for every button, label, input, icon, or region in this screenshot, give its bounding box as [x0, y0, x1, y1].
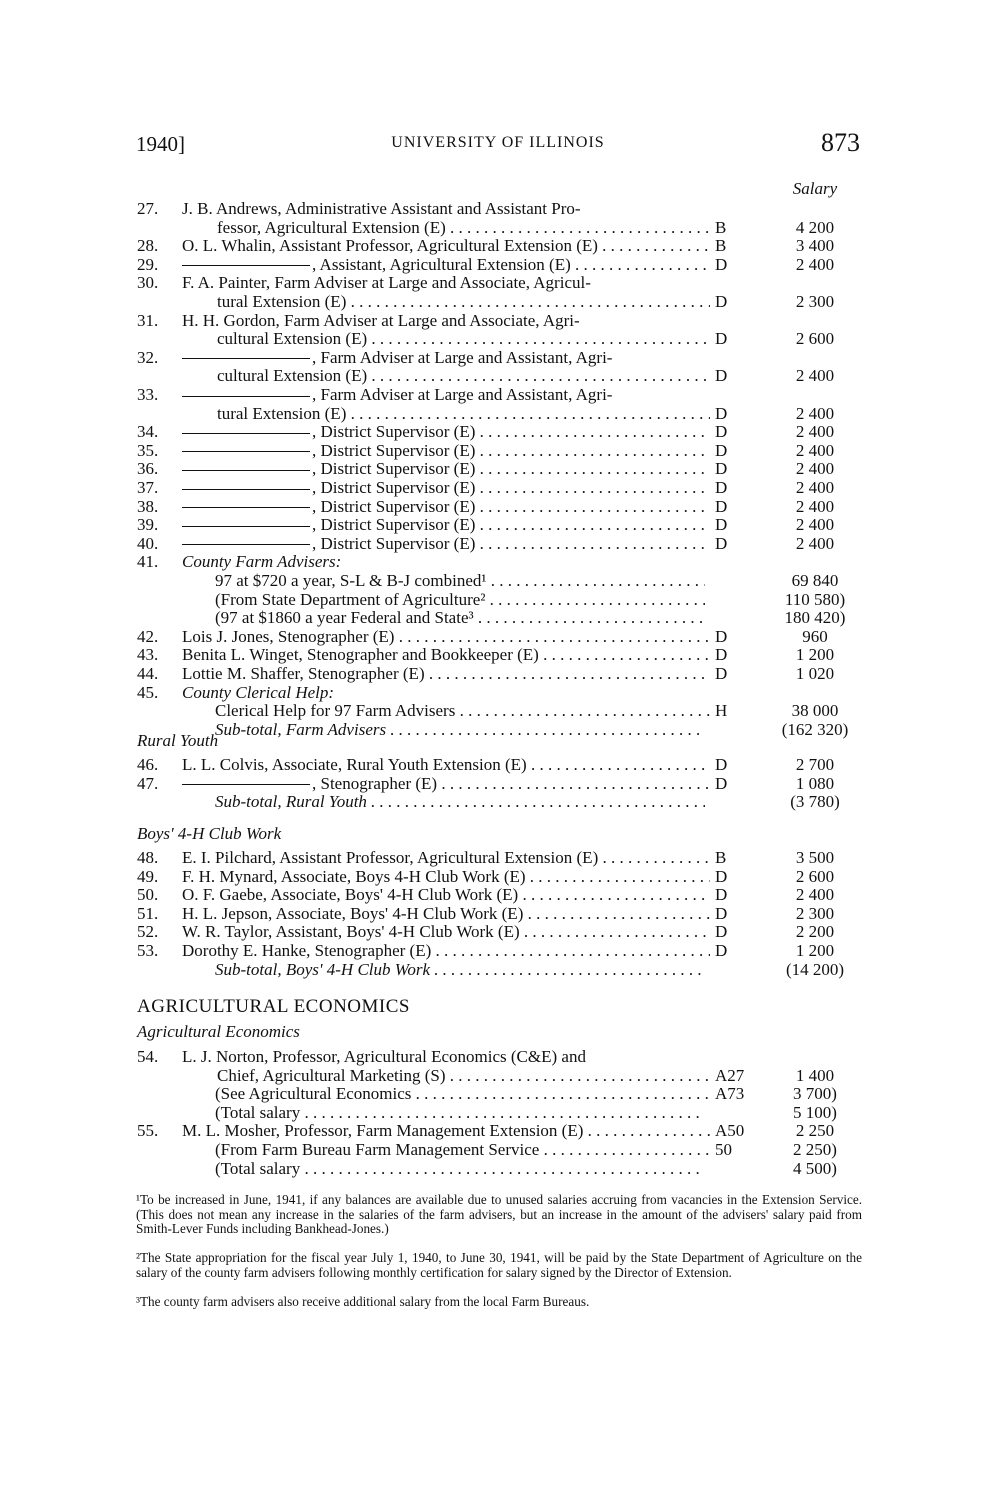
grade-code: D	[715, 292, 728, 311]
item-description	[182, 684, 705, 702]
salary-amount: 2 600	[795, 329, 835, 349]
table-row	[0, 646, 1000, 664]
table-row	[0, 237, 1000, 255]
header-title: UNIVERSITY OF ILLINOIS	[391, 134, 605, 151]
description-text: Sub-total, Boys' 4-H Club Work	[215, 960, 431, 979]
item-number: 43.	[137, 645, 159, 665]
grade-code: D	[715, 478, 728, 497]
item-description	[217, 293, 710, 311]
name-blank-line	[182, 265, 310, 266]
salary-column-heading: Salary	[792, 179, 838, 198]
grade-code: D	[715, 922, 728, 942]
name-blank-line	[182, 433, 310, 434]
item-description	[182, 923, 710, 941]
grade-code: D	[715, 885, 728, 905]
salary-amount: 2 400	[795, 515, 835, 535]
item-description	[182, 200, 705, 218]
description-text: H. L. Jepson, Associate, Boys' 4-H Club Work (E)	[182, 904, 524, 923]
grade-code: H	[715, 701, 728, 721]
description-text: County Clerical Help:	[182, 683, 335, 702]
item-number: 36.	[137, 459, 159, 479]
item-description	[182, 646, 710, 664]
description-text: O. F. Gaebe, Associate, Boys' 4-H Club Work (E)	[182, 886, 519, 905]
footnote-2: ²The State appropriation for the fiscal year July 1, 1940, to June 30, 1941, will be paid by the State Department of Agriculture on the salary of the county farm advisers following monthly certification for salary signed by the Director of Extension.	[136, 1250, 862, 1280]
description-text: , District Supervisor (E)	[312, 534, 476, 553]
table-row	[0, 684, 1000, 702]
table-row	[0, 200, 1000, 218]
table-row	[0, 665, 1000, 683]
item-description	[215, 609, 705, 627]
table-row-continuation	[0, 293, 1000, 311]
table-row	[0, 756, 1000, 774]
item-description	[215, 1141, 710, 1159]
salary-amount: (162 320)	[781, 719, 849, 739]
name-blank-line	[182, 451, 310, 452]
description-text: F. A. Painter, Farm Adviser at Large and Associate, Agricul-	[182, 274, 591, 293]
table-row	[0, 1048, 1000, 1066]
item-number: 35.	[137, 440, 159, 460]
salary-amount: 2 200	[795, 922, 835, 942]
description-text: , Stenographer (E)	[312, 774, 438, 793]
salary-amount: 1 400	[795, 1065, 835, 1085]
grade-code: D	[715, 329, 728, 349]
salary-amount: 2 250)	[793, 1140, 837, 1159]
item-description	[182, 868, 710, 886]
item-description	[182, 460, 710, 478]
agricultural-economics-heading: Agricultural Economics	[137, 1022, 300, 1041]
item-number: 31.	[137, 310, 159, 330]
salary-amount: 3 500	[795, 848, 835, 867]
grade-code: D	[715, 440, 728, 460]
item-number: 27.	[137, 199, 159, 218]
rural-youth-heading: Rural Youth	[137, 731, 219, 750]
table-row	[0, 274, 1000, 292]
grade-code: D	[715, 422, 728, 442]
salary-amount: 2 300	[795, 292, 835, 311]
description-text: Sub-total, Farm Advisers	[215, 720, 387, 739]
salary-amount: 2 400	[795, 366, 835, 386]
salary-amount: 1 020	[795, 664, 835, 683]
table-row-continuation	[0, 367, 1000, 385]
item-description	[217, 405, 710, 423]
description-text: O. L. Whalin, Assistant Professor, Agricultural Extension (E)	[182, 237, 598, 256]
description-text: Benita L. Winget, Stenographer and Bookkeeper (E)	[182, 646, 539, 665]
item-description	[215, 1160, 705, 1178]
table-row	[0, 553, 1000, 571]
item-description	[217, 219, 710, 237]
description-text: Clerical Help for 97 Farm Advisers	[215, 702, 456, 721]
table-row	[0, 312, 1000, 330]
salary-amount: 960	[802, 626, 828, 646]
grade-code: D	[715, 459, 728, 479]
description-text: 97 at $720 a year, S-L & B-J combined¹	[215, 572, 487, 590]
salary-amount: 180 420)	[784, 608, 846, 628]
table-row-continuation	[0, 609, 1000, 627]
table-row-continuation	[0, 793, 1000, 811]
description-text: , Farm Adviser at Large and Assistant, Agri-	[312, 348, 613, 367]
item-description	[182, 849, 710, 867]
item-number: 45.	[137, 682, 159, 702]
name-blank-line	[182, 544, 310, 545]
name-blank-line	[182, 784, 310, 785]
item-number: 32.	[137, 347, 159, 367]
table-row	[0, 423, 1000, 441]
item-description	[182, 274, 705, 292]
name-blank-line	[182, 507, 310, 508]
grade-code: B	[715, 236, 727, 256]
grade-code: A27	[715, 1065, 745, 1085]
grade-code: D	[715, 866, 728, 886]
description-text: Dorothy E. Hanke, Stenographer (E)	[182, 942, 432, 960]
item-description	[215, 591, 705, 609]
item-description	[215, 961, 705, 979]
item-number: 54.	[137, 1047, 159, 1066]
table-row-continuation	[0, 1160, 1000, 1178]
item-description	[182, 756, 710, 774]
salary-amount: 2 400	[795, 440, 835, 460]
item-number: 48.	[137, 848, 159, 867]
item-number: 38.	[137, 496, 159, 516]
grade-code: D	[715, 533, 728, 553]
item-description	[182, 479, 710, 497]
description-text: , District Supervisor (E)	[312, 423, 476, 442]
salary-amount: 38 000	[791, 701, 839, 721]
table-row	[0, 923, 1000, 941]
table-row-continuation	[0, 961, 1000, 979]
grade-code: D	[715, 773, 728, 793]
salary-amount: 2 400	[795, 496, 835, 516]
item-number: 47.	[137, 773, 159, 793]
grade-code: D	[715, 496, 728, 516]
table-row	[0, 775, 1000, 793]
name-blank-line	[182, 526, 310, 527]
item-number: 29.	[137, 254, 159, 274]
grade-code: D	[715, 626, 728, 646]
description-text: tural Extension (E)	[217, 293, 347, 311]
item-description	[182, 905, 710, 923]
salary-amount: (3 780)	[790, 792, 840, 812]
item-number: 51.	[137, 903, 159, 923]
name-blank-line	[182, 489, 310, 490]
salary-amount: 2 400	[795, 403, 835, 423]
name-blank-line	[182, 396, 310, 397]
salary-amount: (14 200)	[785, 959, 845, 979]
description-text: F. H. Mynard, Associate, Boys 4-H Club Work (E)	[182, 867, 526, 886]
table-row	[0, 516, 1000, 534]
salary-amount: 2 400	[795, 478, 835, 497]
page-number: 873	[821, 128, 860, 157]
item-description	[182, 628, 710, 646]
salary-amount: 2 400	[795, 459, 835, 479]
table-row-continuation	[0, 1085, 1000, 1103]
running-header	[136, 128, 860, 158]
item-description	[182, 665, 710, 683]
item-number: 41.	[137, 552, 159, 572]
salary-amount: 4 500)	[793, 1158, 837, 1178]
item-number: 39.	[137, 515, 159, 535]
item-description	[182, 516, 710, 534]
item-number: 53.	[137, 941, 159, 960]
item-description	[182, 256, 710, 274]
table-row	[0, 1122, 1000, 1140]
grade-code: B	[715, 217, 727, 237]
grade-code: D	[715, 254, 728, 274]
header-year: 1940]	[136, 132, 185, 156]
salary-amount: 5 100)	[793, 1102, 837, 1122]
description-text: Lottie M. Shaffer, Stenographer (E)	[182, 665, 425, 683]
description-text: , Assistant, Agricultural Extension (E)	[312, 255, 571, 274]
item-number: 33.	[137, 385, 159, 404]
description-text: H. H. Gordon, Farm Adviser at Large and Associate, Agri-	[182, 311, 580, 330]
item-number: 30.	[137, 273, 159, 293]
description-text: E. I. Pilchard, Assistant Professor, Agricultural Extension (E)	[182, 849, 599, 867]
description-text: (See Agricultural Economics	[215, 1085, 412, 1104]
table-row	[0, 256, 1000, 274]
item-number: 28.	[137, 236, 159, 256]
description-text: L. L. Colvis, Associate, Rural Youth Extension (E)	[182, 756, 527, 774]
item-number: 46.	[137, 755, 159, 774]
grade-code: D	[715, 664, 728, 683]
item-description	[182, 237, 710, 255]
item-description	[217, 330, 710, 348]
salary-amount: 1 200	[795, 941, 835, 960]
salary-amount: 2 600	[795, 866, 835, 886]
salary-amount: 110 580)	[784, 589, 846, 609]
description-text: cultural Extension (E)	[217, 330, 368, 349]
grade-code: D	[715, 645, 728, 665]
item-description	[182, 498, 710, 516]
grade-code: 50	[715, 1140, 732, 1159]
boys-club-heading: Boys' 4-H Club Work	[137, 824, 282, 843]
grade-code: D	[715, 515, 728, 535]
table-row	[0, 349, 1000, 367]
table-row-continuation	[0, 330, 1000, 348]
table-row-continuation	[0, 1104, 1000, 1122]
salary-amount: 4 200	[795, 217, 835, 237]
salary-amount: 2 400	[795, 422, 835, 442]
table-row-continuation	[0, 572, 1000, 590]
item-number: 49.	[137, 866, 159, 886]
table-row-continuation	[0, 702, 1000, 720]
description-text: M. L. Mosher, Professor, Farm Management Extension (E)	[182, 1122, 584, 1141]
table-row	[0, 942, 1000, 960]
table-row	[0, 460, 1000, 478]
table-row	[0, 868, 1000, 886]
item-description	[182, 886, 710, 904]
item-number: 34.	[137, 422, 159, 442]
item-description	[182, 553, 705, 571]
description-text: Lois J. Jones, Stenographer (E)	[182, 627, 395, 646]
description-text: , District Supervisor (E)	[312, 497, 476, 516]
description-text: Chief, Agricultural Marketing (S)	[217, 1066, 446, 1085]
item-description	[182, 423, 710, 441]
table-row	[0, 498, 1000, 516]
table-row-continuation	[0, 219, 1000, 237]
description-text: (From Farm Bureau Farm Management Service	[215, 1141, 540, 1159]
grade-code: A73	[715, 1084, 745, 1104]
salary-amount: 3 400	[795, 236, 835, 256]
grade-code: A50	[715, 1121, 745, 1141]
salary-amount: 2 250	[795, 1121, 835, 1141]
description-text: tural Extension (E)	[217, 404, 347, 423]
grade-code: D	[715, 403, 728, 423]
item-description	[182, 775, 710, 793]
salary-amount: 1 080	[795, 773, 835, 793]
item-description	[215, 793, 705, 811]
description-text: Sub-total, Rural Youth	[215, 793, 367, 812]
description-text: J. B. Andrews, Administrative Assistant and Assistant Pro-	[182, 200, 581, 218]
item-description	[215, 702, 710, 720]
grade-code: D	[715, 755, 728, 774]
item-description	[217, 367, 710, 385]
item-number: 37.	[137, 478, 159, 497]
salary-amount: 3 700)	[793, 1084, 837, 1104]
salary-amount: 2 700	[795, 755, 835, 774]
description-text: (Total salary	[215, 1159, 301, 1178]
salary-amount: 2 400	[795, 533, 835, 553]
table-row	[0, 905, 1000, 923]
salary-amount: 1 200	[795, 645, 835, 665]
salary-amount: 2 400	[795, 885, 835, 905]
description-text: , District Supervisor (E)	[312, 441, 476, 460]
item-description	[215, 721, 705, 739]
name-blank-line	[182, 470, 310, 471]
agricultural-economics-section: AGRICULTURAL ECONOMICS	[137, 996, 410, 1017]
table-row	[0, 849, 1000, 867]
table-row	[0, 386, 1000, 404]
item-description	[182, 535, 710, 553]
grade-code: D	[715, 903, 728, 923]
description-text: cultural Extension (E)	[217, 367, 368, 386]
item-description	[182, 942, 710, 960]
table-row	[0, 886, 1000, 904]
description-text: , District Supervisor (E)	[312, 479, 476, 497]
description-text: L. J. Norton, Professor, Agricultural Economics (C&E) and	[182, 1048, 586, 1066]
footnote-1: ¹To be increased in June, 1941, if any balances are available due to unused salaries accruing from vacancies in the Extension Service. (This does not mean any increase in the salaries of the farm advisers, but an increase in the amount of the advisers' salary paid from Smith-Lever Funds including Bankhead-Jones.)	[136, 1192, 862, 1236]
grade-code: D	[715, 366, 728, 386]
item-description	[182, 386, 705, 404]
name-blank-line	[182, 358, 310, 359]
item-description	[182, 349, 705, 367]
description-text: fessor, Agricultural Extension (E)	[217, 218, 446, 237]
table-row-continuation	[0, 405, 1000, 423]
table-row-continuation	[0, 1067, 1000, 1085]
item-description	[217, 1067, 710, 1085]
description-text: (Total salary	[215, 1103, 301, 1122]
table-row	[0, 442, 1000, 460]
table-row	[0, 628, 1000, 646]
table-row-continuation	[0, 1141, 1000, 1159]
salary-amount: 2 400	[795, 254, 835, 274]
item-number: 50.	[137, 885, 159, 905]
item-number: 44.	[137, 664, 159, 683]
item-description	[182, 1048, 705, 1066]
table-row	[0, 535, 1000, 553]
description-text: County Farm Advisers:	[182, 553, 342, 572]
item-description	[182, 442, 710, 460]
description-text: , Farm Adviser at Large and Assistant, Agri-	[312, 386, 613, 404]
table-row	[0, 479, 1000, 497]
item-number: 55.	[137, 1121, 159, 1141]
item-description	[182, 312, 705, 330]
item-number: 42.	[137, 626, 159, 646]
footnote-3: ³The county farm advisers also receive additional salary from the local Farm Bureaus.	[136, 1294, 590, 1309]
grade-code: D	[715, 941, 728, 960]
description-text: W. R. Taylor, Assistant, Boys' 4-H Club Work (E)	[182, 923, 520, 942]
salary-amount: 2 300	[795, 903, 835, 923]
grade-code: B	[715, 848, 727, 867]
description-text: (97 at $1860 a year Federal and State³	[215, 609, 474, 628]
table-row-continuation	[0, 591, 1000, 609]
item-description	[215, 1104, 705, 1122]
item-description	[215, 572, 705, 590]
item-number: 52.	[137, 922, 159, 942]
item-number: 40.	[137, 533, 159, 553]
item-description	[215, 1085, 710, 1103]
description-text: , District Supervisor (E)	[312, 516, 476, 535]
item-description	[182, 1122, 710, 1140]
description-text: (From State Department of Agriculture²	[215, 590, 486, 609]
description-text: , District Supervisor (E)	[312, 460, 476, 479]
salary-amount: 69 840	[791, 571, 839, 590]
